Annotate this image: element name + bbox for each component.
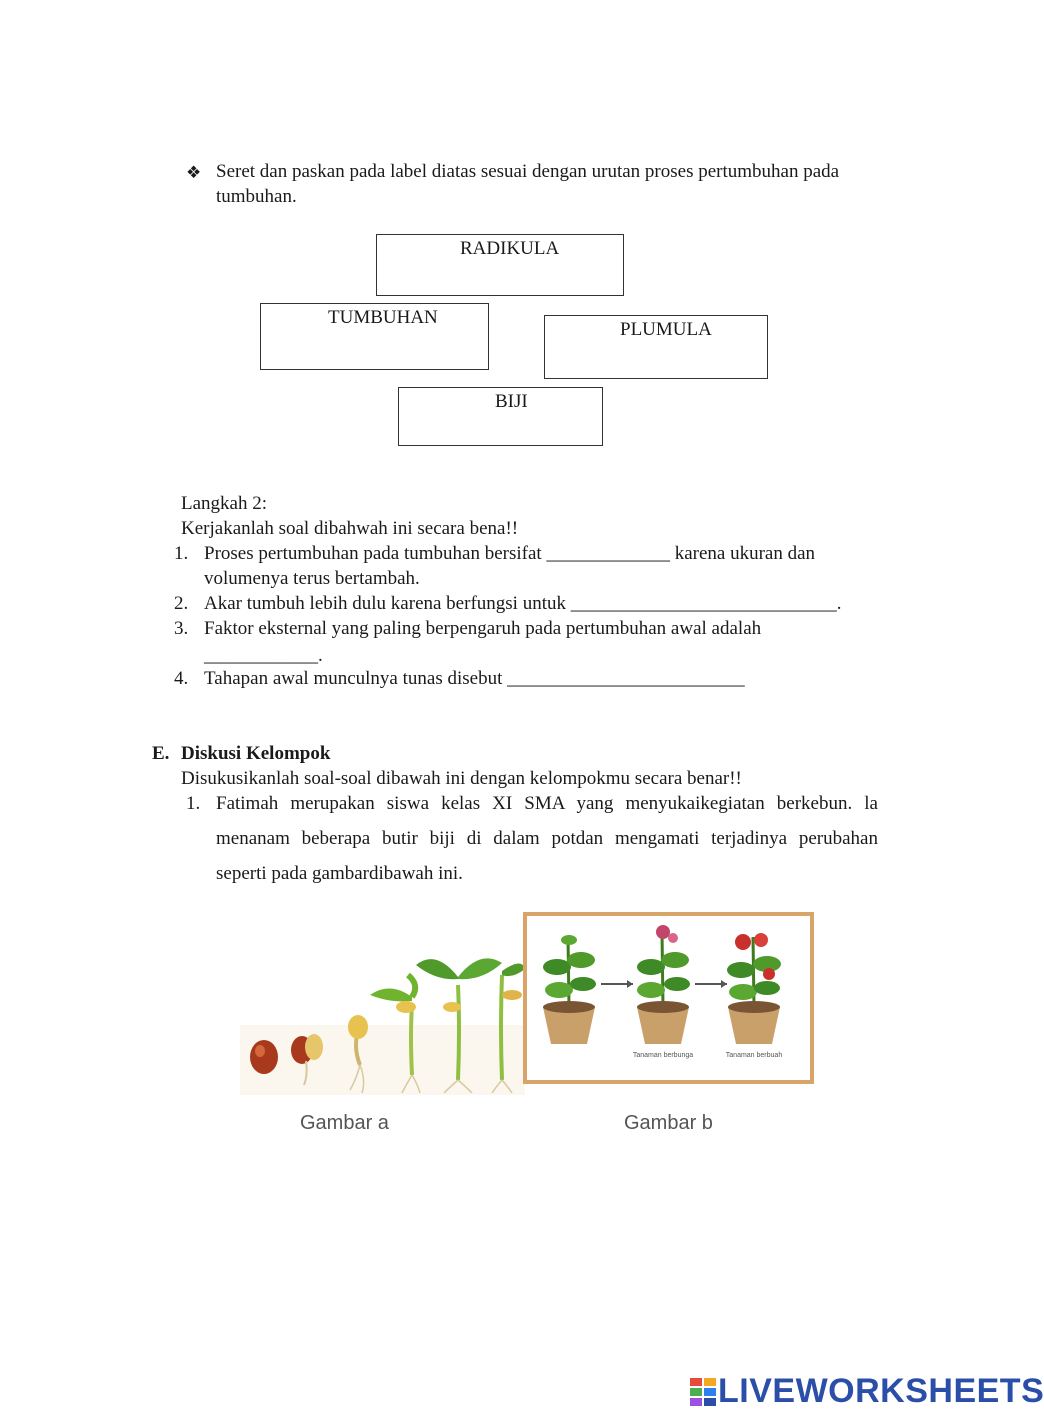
drop-box-radikula[interactable] <box>376 234 624 296</box>
discussion-1-number: 1. <box>186 793 201 814</box>
discussion-1-line-1: Fatimah merupakan siswa kelas XI SMA yang menyukaikegiatan berkebun. la <box>216 793 878 814</box>
question-4-number: 4. <box>174 668 189 689</box>
discussion-1-line-3: seperti pada gambardibawah ini. <box>216 863 463 884</box>
caption-gambar-b: Gambar b <box>624 1112 713 1134</box>
question-1-text: Proses pertumbuhan pada tumbuhan bersifat <box>204 543 542 564</box>
question-2-text: Akar tumbuh lebih dulu karena berfungsi untuk <box>204 593 566 614</box>
seed-icon <box>250 1040 278 1074</box>
section-e-label: E. <box>152 743 170 764</box>
young-plant-leaf-icon <box>416 959 458 979</box>
question-3-text: Faktor eksternal yang paling berpengaruh pada pertumbuhan awal adalah <box>204 618 762 639</box>
question-1-line <box>204 541 815 566</box>
plumula-label: PLUMULA <box>620 319 712 340</box>
discussion-1-line-2: menanam beberapa butir biji di dalam potdan mengamati terjadinya perubahan <box>216 828 878 849</box>
label-flowering: Tanaman berbunga <box>632 1052 694 1059</box>
langkah-2-intro: Kerjakanlah soal dibahwah ini secara bena!! <box>181 518 519 539</box>
radikula-label: RADIKULA <box>460 238 560 259</box>
section-e-intro: Disukusikanlah soal-soal dibawah ini dengan kelompokmu secara benar!! <box>181 768 742 789</box>
figure-a-germination <box>240 935 525 1095</box>
figure-b-potted-plants <box>523 912 814 1084</box>
question-1-text-end: karena ukuran dan <box>674 543 816 564</box>
liveworksheets-logo <box>690 1372 1044 1411</box>
drop-box-tumbuhan[interactable] <box>260 303 489 370</box>
question-2-number: 2. <box>174 593 189 614</box>
langkah-2-heading: Langkah 2: <box>181 493 268 514</box>
label-fruiting: Tanaman berbuah <box>725 1052 783 1059</box>
question-1-number: 1. <box>174 543 189 564</box>
drop-box-plumula[interactable] <box>544 315 768 379</box>
question-3-number: 3. <box>174 618 189 639</box>
question-2-period: . <box>836 593 842 614</box>
section-e-title: Diskusi Kelompok <box>181 743 331 764</box>
tumbuhan-label: TUMBUHAN <box>328 307 438 328</box>
question-3-blank[interactable]: ____________ <box>204 645 318 666</box>
question-1-continuation: volumenya terus bertambah. <box>204 568 420 589</box>
instruction-bullet: ❖ <box>186 163 202 182</box>
caption-gambar-a: Gambar a <box>300 1112 389 1134</box>
question-4-line <box>204 666 745 691</box>
question-1-blank[interactable]: _____________ <box>546 543 670 564</box>
question-4-blank[interactable]: _________________________ <box>507 668 745 689</box>
instruction-line-2: tumbuhan. <box>216 186 297 207</box>
soil-background <box>240 1025 525 1095</box>
liveworksheets-logo-icon <box>690 1378 716 1406</box>
liveworksheets-logo-text: LIVEWORKSHEETS <box>718 1372 1044 1410</box>
question-2-blank[interactable]: ____________________________ <box>570 593 837 614</box>
seedling-hook-icon <box>348 1015 368 1039</box>
biji-label: BIJI <box>495 391 528 412</box>
seedling-leaf-icon <box>370 988 412 1001</box>
drop-box-biji[interactable] <box>398 387 603 446</box>
question-4-text: Tahapan awal munculnya tunas disebut <box>204 668 503 689</box>
question-3-period: . <box>318 645 323 666</box>
question-3-blank-line <box>204 643 323 668</box>
question-2-line <box>204 591 841 616</box>
instruction-line-1: Seret dan paskan pada label diatas sesuai dengan urutan proses pertumbuhan pada <box>216 161 840 182</box>
